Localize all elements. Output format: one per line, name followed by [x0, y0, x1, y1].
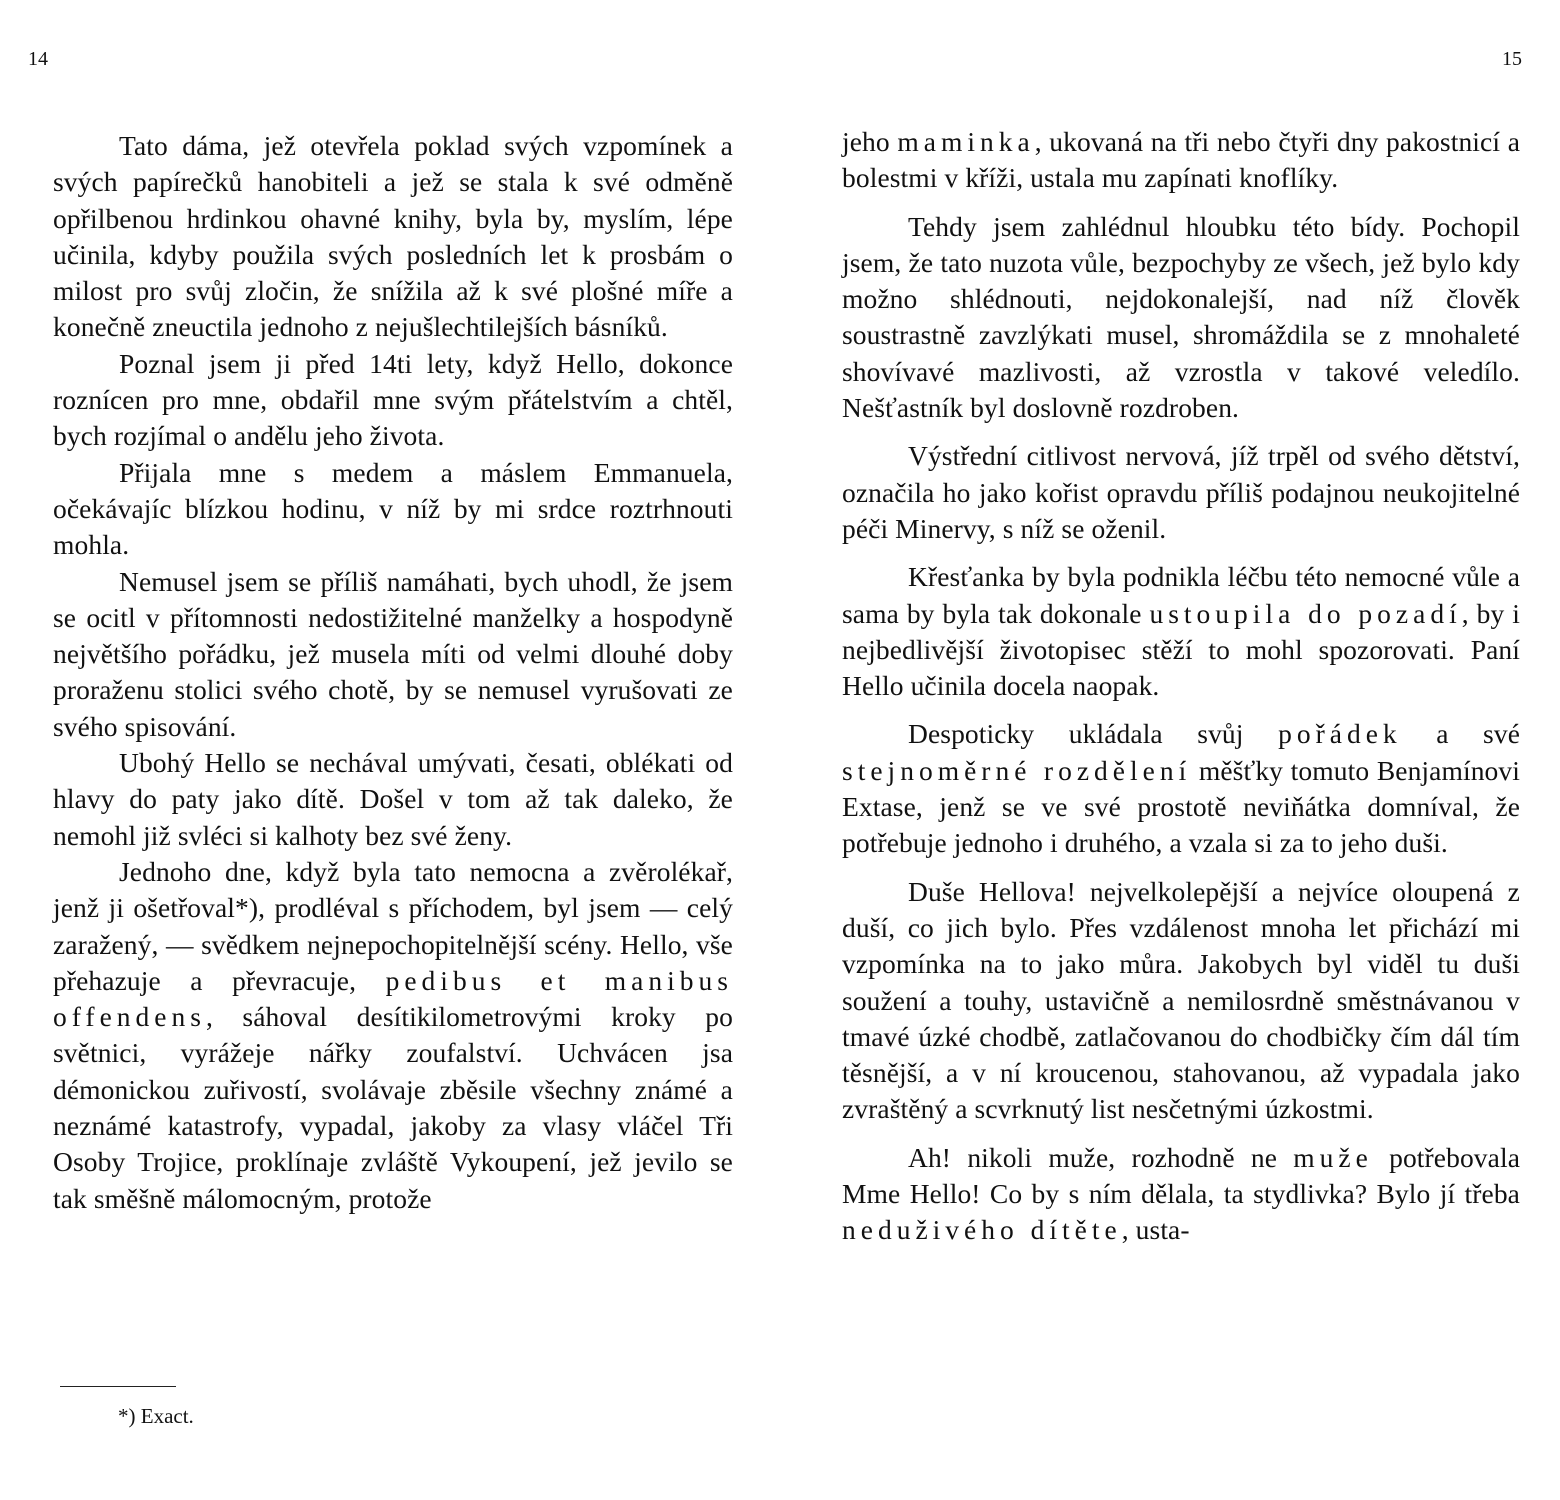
- paragraph: Nemusel jsem se příliš namáhati, bych uhodl, že jsem se ocitl v přítomnosti nedostižitelné manželky a hospodyně největšího pořádku, jež musela míti od velmi dlouhé doby proraženu stolici svého chotě, by se nemusel vyrušovati ze svého spisování.: [53, 565, 733, 742]
- page-number-left: 14: [28, 48, 48, 70]
- paragraph: [53, 854, 733, 1217]
- paragraph: Tato dáma, jež otevřela poklad svých vzpomínek a svých papírečků hanobiteli a jež se stala k své odměně opřilbenou hrdinkou ohavné knihy, byla by, myslím, lépe učinila, kdyby použila svých posledních let k prosbám o milost pro svůj zločin, že snížila až k své plošné míře a konečně zneuctila jednoho z nejušlechtilejších básníků.: [53, 130, 733, 343]
- text-run: a své: [1401, 718, 1521, 750]
- right-page-text: [842, 124, 1520, 1249]
- footnote: *) Exact.: [118, 1404, 194, 1428]
- paragraph: Ubohý Hello se nechával umývati, česati, oblékati od hlavy do paty jako dítě. Došel v tom až tak daleko, že nemohl již svléci si kalhoty bez své ženy.: [53, 747, 733, 851]
- spaced-emphasis: pořádek: [1278, 718, 1402, 750]
- paragraph: Duše Hellova! nejvelkolepější a nejvíce oloupená z duší, co jich bylo. Přes vzdálenost mnoha let přichází mi vzpomínka na to jako můra. Jakobych byl viděl tu duši soužení a touhy, ustavičně a nemilosrdně směstnávanou v tmavé úzké chodbě, zatlačovanou do chodbičky čím dál tím těsnější, a v ní kroucenou, stahovanou, až vypadala jako zvraštěný a scvrknutý list nesčetnými úzkostmi.: [842, 875, 1520, 1125]
- footnote-divider: [60, 1386, 176, 1387]
- text-run: , usta-: [1121, 1214, 1190, 1246]
- spaced-emphasis: maminka: [897, 126, 1035, 157]
- text-run: Křesťanka by byla podnikla léčbu této nemocné vůle a sama by byla tak dokonale: [842, 561, 1520, 629]
- spaced-emphasis: stejnoměrné rozdělení: [842, 754, 1192, 786]
- paragraph: [842, 559, 1520, 704]
- text-run: měšťky tomuto Benjamínovi Extase, jenž se ve své prostotě neviňátka domníval, že potřebuje jednoho i druhého, a vzala si za to jeho duši.: [842, 754, 1520, 859]
- paragraph: Poznal jsem ji před 14ti lety, když Hello, dokonce roznícen pro mne, obdařil mne svým přátelstvím a chtěl, bych rozjímal o andělu jeho života.: [53, 347, 733, 452]
- text-run: , sáhoval desítikilometrovými kroky po světnici, vyrážeje nářky zoufalství. Uchvácen jsa démonickou zuřivostí, svolávaje zběsile všechny známé a neznámé katastrofy, vypadal, jakoby za vlasy vláčel Tři Osoby Trojice, proklínaje zvláště Vykoupení, jež jevilo se tak směšně málomocným, protože: [53, 1001, 733, 1214]
- paragraph: [842, 124, 1520, 197]
- spaced-emphasis: ustoupila do pozadí: [1149, 597, 1462, 629]
- text-run: Despoticky ukládala svůj: [908, 718, 1279, 750]
- text-run: potřebovala Mme Hello! Co by s ním dělala, ta stydlivka? Bylo jí třeba: [842, 1141, 1520, 1210]
- paragraph: [842, 716, 1520, 861]
- text-run: Ah! nikoli muže, rozhodně ne: [908, 1141, 1294, 1173]
- page-number-right: 15: [1502, 48, 1522, 70]
- right-page: [780, 0, 1560, 1500]
- spaced-emphasis: pedibus et manibus offendens: [53, 964, 733, 1033]
- paragraph: [842, 1140, 1520, 1249]
- spaced-emphasis: muže: [1293, 1141, 1373, 1173]
- paragraph: Přijala mne s medem a máslem Emmanuela, očekávajíc blízkou hodinu, v níž by mi srdce roztrhnouti mohla.: [53, 456, 733, 561]
- paragraph: Výstřední citlivost nervová, jíž trpěl od svého dětství, označila ho jako kořist opravdu příliš podajnou neukojitelné péči Minervy, s níž se oženil.: [842, 440, 1520, 544]
- paragraph: Tehdy jsem zahlédnul hloubku této bídy. Pochopil jsem, že tato nuzota vůle, bezpochyby ze všech, jež bylo kdy možno shlédnouti, nejdokonalejší, nad níž člověk soustrastně zavzlýkati musel, shromáždila se z mnohaleté shovívavé mazlivosti, až vzrostla v takové veledílo. Nešťastník byl doslovně rozdroben.: [842, 210, 1520, 424]
- text-run: jeho: [842, 126, 898, 157]
- text-run: , by i nejbedlivější životopisec stěží to mohl spozorovati. Paní Hello učinila docela naopak.: [842, 597, 1520, 702]
- text-run: , ukovaná na tři nebo čtyři dny pakostnicí a bolestmi v kříži, ustala mu zapínati knoflíky.: [842, 126, 1521, 194]
- text-run: Jednoho dne, když byla tato nemocna a zvěrolékař, jenž ji ošetřoval*), prodléval s příchodem, byl jsem — celý zaražený, — svědkem nejnepochopitelnější scény. Hello, vše přehazuje a převracuje,: [53, 855, 733, 996]
- left-page-text: [53, 128, 733, 1217]
- spaced-emphasis: neduživého dítěte: [842, 1214, 1122, 1246]
